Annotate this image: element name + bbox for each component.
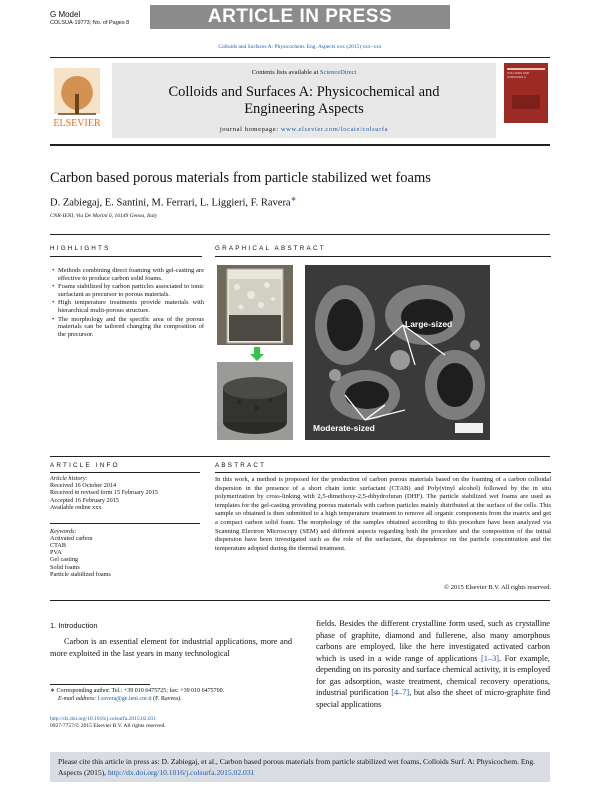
abstract-text: In this work, a method is proposed for the production of carbon porous materials based on the foaming of a carbon colloidal dispersion in the presence of a short chain ionic surfactant (CTAB) and Poly(vinyl alcohol) followed by the in situ polymerization by cross-linking with 2,5-dimethoxy-2,5-dihydrofuran (DHF). The particle stabilized wet foams are used as templates for the gel-casting providing porous materials with carbon particles mainly distributed at the surface of the cells. This sample so obtained is then submitted to a high temperature treatment to remove all organic components from the matrix and get a compact carbon solid foam. The morphology of the samples obtained according to this procedure have been analyzed via Scanning Electron Microscopy (SEM) and different aspects regarding both the procedure and the composition of the initial dispersion have been investigated such as the role of the surfactant, the dependence on the particle concentration and the temperature adopted during the thermal treatment. xyxy=(215,476,551,552)
reference-link[interactable]: [1–3] xyxy=(481,653,500,663)
moderate-sized-label: Moderate-sized xyxy=(313,423,375,433)
title-rule xyxy=(50,234,550,235)
contents-prefix: Contents lists available at xyxy=(251,69,320,76)
wet-foam-beaker-photo xyxy=(217,265,293,345)
keyword: Gel casting xyxy=(50,556,79,564)
right-column-paragraph xyxy=(316,618,550,710)
keyword: Particle stabilized foams xyxy=(50,570,111,578)
keywords-rule xyxy=(50,523,200,524)
sem-micrograph xyxy=(305,265,490,440)
keyword: CTAB xyxy=(50,542,67,550)
introduction-paragraph: Carbon is an essential element for industrial applications, more and more exploited in the last years in many technological xyxy=(50,637,292,658)
graphical-rule xyxy=(215,256,551,257)
author-list: D. Zabiegaj, E. Santini, M. Ferrari, L. Liggieri, F. Ravera xyxy=(50,197,291,209)
large-sized-label: Large-sized xyxy=(405,319,453,329)
homepage-url-link[interactable]: www.elsevier.com/locate/colsurfa xyxy=(280,126,389,133)
footnote xyxy=(50,688,290,703)
issn-line: 0927-7757/© 2015 Elsevier B.V. All rights reserved. xyxy=(50,723,166,729)
journal-homepage xyxy=(112,126,496,133)
cover-title: COLLOIDS AND SURFACES A xyxy=(507,71,530,79)
cite-this-article-box xyxy=(50,752,550,782)
highlights-list xyxy=(52,267,204,339)
highlight-item: • Methods combining direct foaming with gel-casting are effective to produce carbon solid foams. xyxy=(52,267,204,282)
email-label: E-mail address: xyxy=(58,695,98,702)
abstract-rule xyxy=(215,472,551,473)
g-model-label: G Model xyxy=(50,10,81,19)
email-suffix: (F. Ravera). xyxy=(151,695,182,702)
article-info xyxy=(50,475,200,578)
graphical-bottom-rule xyxy=(50,456,550,457)
keyword: Solid foams xyxy=(50,563,80,571)
abstract-bottom-rule xyxy=(50,600,550,601)
highlight-item: • High temperature treatments provide materials with hierarchical multi-porous structure. xyxy=(52,299,204,314)
keyword: PVA xyxy=(50,549,62,557)
masthead-rule xyxy=(50,144,550,146)
keywords-label: Keywords: xyxy=(50,527,77,535)
elsevier-tree-logo xyxy=(50,66,104,130)
introduction-heading: 1. Introduction xyxy=(50,621,98,630)
email-link[interactable]: f.ravera@ge.ieni.cnr.it xyxy=(97,695,152,702)
cite-doi-link[interactable]: http://dx.doi.org/10.1016/j.colsurfa.2015.02.031 xyxy=(107,768,255,777)
right-text-2: . For example, depending on its porosity and surface chemical activity, it is employed for gas adsorption, waste treatment, chemical recovery operations, industrial purification xyxy=(316,653,550,697)
keyword: Activated carbon xyxy=(50,534,93,542)
revised-date: Received in revised form 15 February 2015 xyxy=(50,489,158,497)
scale-bar xyxy=(455,423,483,433)
right-text-3: , but also the sheet of micro-graphite find special applications xyxy=(316,688,550,709)
highlight-item: • The morphology and the specific area of the porous materials can be tailored changing the composition of the precursor. xyxy=(52,316,204,339)
authors xyxy=(50,195,296,209)
homepage-label: journal homepage: xyxy=(219,126,281,133)
journal-title-line2: Engineering Aspects xyxy=(244,101,364,117)
corresponding-mark-link[interactable]: ∗ xyxy=(290,195,297,203)
article-title: Carbon based porous materials from particle stabilized wet foams xyxy=(50,170,431,186)
received-date: Received 16 October 2014 xyxy=(50,482,117,490)
info-rule xyxy=(50,472,200,473)
highlight-item: • Foams stabilized by carbon particles associated to ionic surfactant as precursor to porous materials. xyxy=(52,283,204,298)
down-arrow-icon xyxy=(250,347,264,361)
cite-text: Please cite this article in press as: D. Zabiegaj, et al., Carbon based porous materials from particle stabilized wet foams, Colloids Surf. A: Physicochem. Eng. Aspects (2015), xyxy=(58,757,536,777)
graphical-abstract-heading: GRAPHICAL ABSTRACT xyxy=(215,245,326,252)
highlights-rule xyxy=(50,256,202,257)
contents-line xyxy=(112,69,496,76)
journal-title-line1: Colloids and Surfaces A: Physicochemical and xyxy=(168,84,440,100)
abstract-copyright: © 2015 Elsevier B.V. All rights reserved. xyxy=(444,584,551,591)
header-rule xyxy=(50,57,550,58)
right-text-1: fields. Besides the different crystalline form used, such as crystalline phase of graphite, diamond and fullerene, also many amorphous carbons are employed, like the here investigated activated carbon which is used in a wide range of applications xyxy=(316,619,550,663)
history-label: Article history: xyxy=(50,475,88,482)
footnote-rule xyxy=(50,684,150,685)
sciencedirect-link[interactable]: ScienceDirect xyxy=(319,69,357,76)
article-in-press-banner: ARTICLE IN PRESS xyxy=(150,5,450,29)
journal-cover-image xyxy=(504,63,548,123)
document-id: COLSUA-19773; No. of Pages 8 xyxy=(50,20,130,26)
corresponding-author-note: ∗ Corresponding author. Tel.: +39 010 6475725; fax: +39 010 6475700. xyxy=(50,688,225,694)
article-info-heading: ARTICLE INFO xyxy=(50,462,120,469)
top-citation-link[interactable]: Colloids and Surfaces A: Physicochem. Eng. Aspects xxx (2015) xxx–xxx xyxy=(218,44,382,50)
journal-title xyxy=(112,84,496,118)
affiliation: CNR-IENI, Via De Marini 6, 16149 Genoa, Italy xyxy=(50,213,158,219)
doi-link[interactable]: http://dx.doi.org/10.1016/j.colsurfa.2015.02.031 xyxy=(50,716,157,722)
carbon-solid-foam-photo xyxy=(217,362,293,440)
highlights-heading: HIGHLIGHTS xyxy=(50,245,111,252)
online-date: Available online xxx xyxy=(50,503,102,511)
abstract-heading: ABSTRACT xyxy=(215,462,267,469)
elsevier-wordmark: ELSEVIER xyxy=(53,118,101,129)
accepted-date: Accepted 16 February 2015 xyxy=(50,496,119,504)
reference-link[interactable]: [4–7] xyxy=(391,688,410,697)
